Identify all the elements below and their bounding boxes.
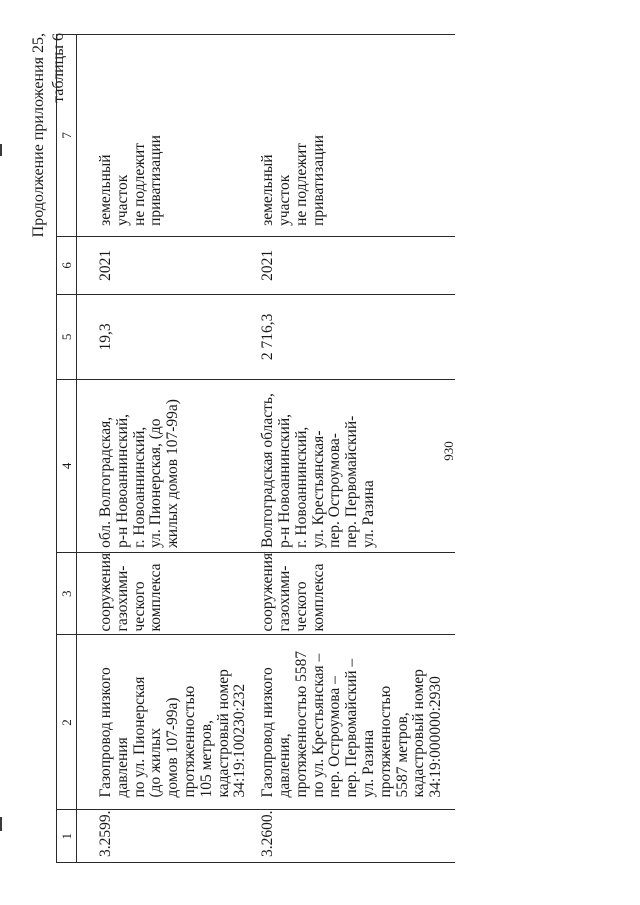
object-name-line: пер. Первомайский – [343, 658, 361, 798]
note-line: не подлежит [292, 142, 310, 226]
object-name-line: домов 107-99а) [164, 697, 182, 798]
column-header-7: 7 [57, 34, 77, 236]
row-number-cell [77, 810, 250, 863]
object-type-line: сооружения [259, 552, 277, 632]
address-line: г. Новоаннинский, [292, 426, 310, 548]
column-header-3: 3 [57, 552, 77, 635]
address-line: Волгоградская область, [259, 393, 277, 548]
column-header-4: 4 [57, 379, 77, 552]
row-number: 3.2600. [259, 810, 277, 857]
year-value: 2021 [97, 249, 114, 281]
column-header-5: 5 [57, 294, 77, 379]
note-line: приватизации [147, 135, 165, 226]
address-line: пер. Первомайский- [343, 415, 361, 548]
object-name-line: пер. Остроумова – [326, 676, 344, 798]
area-cell [77, 294, 250, 379]
year-cell [77, 236, 250, 294]
area-cell [249, 294, 455, 379]
object-name-line: по ул. Пионерская [130, 676, 148, 798]
object-name-line: (до жилых [147, 727, 165, 798]
note-line: участок [275, 174, 293, 226]
object-name-line: давления, [275, 733, 293, 798]
address-line: ул. Разина [359, 480, 377, 548]
caption-line-2: таблицы 6 [50, 33, 67, 103]
address-cell [77, 379, 250, 552]
object-name-line: давления [113, 737, 131, 798]
object-type-line: ческого [292, 581, 310, 632]
note-line: земельный [259, 154, 277, 226]
object-type-line: ческого [130, 581, 148, 632]
address-line: обл. Волгоградская, [97, 416, 114, 548]
object-type-cell [249, 552, 455, 635]
property-table [56, 34, 455, 863]
table-row [249, 34, 455, 862]
note-cell [77, 34, 250, 236]
object-name-line: кадастровый номер [410, 669, 428, 798]
object-name-line: протяженностью [180, 685, 198, 798]
object-name-cell [249, 635, 455, 810]
object-name-line: Газопровод низкого [259, 667, 277, 798]
note-line: участок [113, 174, 131, 226]
address-line: ул. Пионерская, (до [147, 418, 165, 548]
object-name-line: 5587 метров, [393, 712, 411, 798]
table-row [77, 34, 250, 862]
note-line: не подлежит [130, 142, 148, 226]
year-cell [249, 236, 455, 294]
row-number: 3.2599. [97, 810, 114, 857]
address-line: жилых домов 107-99а) [164, 399, 182, 548]
year-value: 2021 [259, 249, 277, 281]
area-value: 2 716,3 [259, 313, 277, 361]
object-type-line: газохими- [113, 565, 131, 632]
object-type-line: комплекса [309, 563, 327, 632]
address-line: г. Новоаннинский, [130, 426, 148, 548]
column-header-1: 1 [57, 810, 77, 863]
address-line: р-н Новоаннинский, [275, 413, 293, 548]
object-name-line: протяженностью 5587 [292, 650, 310, 798]
table-header-row [57, 34, 77, 862]
address-line: пер. Остроумова- [326, 433, 344, 548]
address-line: ул. Крестьянская- [309, 430, 327, 548]
object-type-line: комплекса [147, 563, 165, 632]
page-number: 930 [441, 441, 456, 461]
object-name-line: кадастровый номер [214, 669, 232, 798]
object-name-line: 34:19:000000:2930 [427, 676, 445, 798]
object-name-line: 34:19:100230:232 [231, 683, 249, 798]
address-line: р-н Новоаннинский, [113, 413, 131, 548]
caption-line-1: Продолжение приложения 25, [30, 33, 47, 238]
object-name-line: протяженностью [376, 685, 394, 798]
note-line: земельный [97, 154, 114, 226]
object-type-cell [77, 552, 250, 635]
object-name-line: Газопровод низкого [97, 667, 114, 798]
column-header-2: 2 [57, 635, 77, 810]
area-value: 19,3 [97, 323, 114, 351]
object-name-line: 105 метров, [197, 720, 215, 798]
object-name-line: по ул. Крестьянская – [309, 653, 327, 798]
row-number-cell [249, 810, 455, 863]
note-cell [249, 34, 455, 236]
address-cell [249, 379, 455, 552]
object-type-line: сооружения [97, 552, 114, 632]
note-line: приватизации [309, 135, 327, 226]
column-header-6: 6 [57, 236, 77, 294]
object-name-cell [77, 635, 250, 810]
object-type-line: газохими- [275, 565, 293, 632]
object-name-line: ул. Разина [359, 729, 377, 798]
